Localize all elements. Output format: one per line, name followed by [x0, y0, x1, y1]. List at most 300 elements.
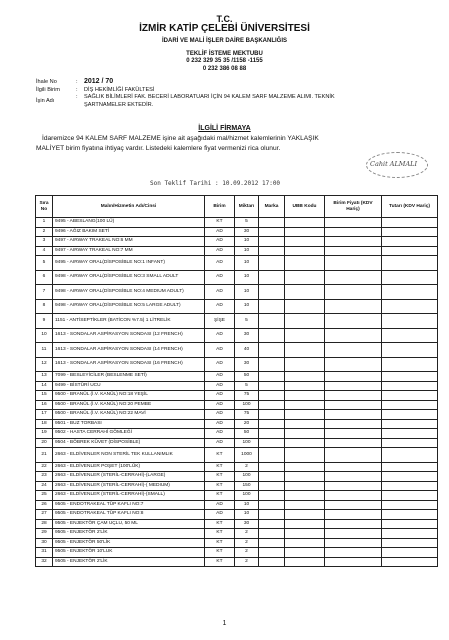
row-unit: AD — [205, 419, 235, 429]
row-unit-price — [325, 538, 382, 548]
row-total — [382, 481, 438, 491]
row-unit-price — [325, 481, 382, 491]
row-total — [382, 343, 438, 358]
col-header-name: Malın/Hizmetin Adı/Cinsi — [53, 196, 205, 218]
table-row — [36, 462, 438, 472]
row-unit-price — [325, 246, 382, 256]
row-brand — [259, 285, 285, 300]
row-quantity: 75 — [235, 410, 259, 420]
row-quantity: 30 — [235, 328, 259, 343]
row-unit-price — [325, 270, 382, 285]
row-total — [382, 500, 438, 510]
row-quantity: 1000 — [235, 448, 259, 463]
table-row — [36, 538, 438, 548]
row-brand — [259, 218, 285, 228]
table-row — [36, 391, 438, 401]
row-brand — [259, 429, 285, 439]
col-header-ubb: UBB Kodu — [285, 196, 325, 218]
ihale-value: 2012 / 70 — [84, 78, 114, 85]
row-unit-price — [325, 472, 382, 482]
row-unit-price — [325, 237, 382, 247]
row-quantity: 40 — [235, 343, 259, 358]
row-total — [382, 491, 438, 501]
row-unit-price — [325, 410, 382, 420]
row-total — [382, 372, 438, 382]
row-unit: KT — [205, 491, 235, 501]
row-unit: KT — [205, 462, 235, 472]
row-brand — [259, 448, 285, 463]
header-fax-line1: 0 232 329 35 35 /1158 -1155 — [186, 58, 263, 64]
row-total — [382, 548, 438, 558]
row-brand — [259, 472, 285, 482]
row-no: 8 — [36, 299, 53, 314]
row-total — [382, 519, 438, 529]
row-total — [382, 285, 438, 300]
row-brand — [259, 419, 285, 429]
row-item-name: 9498 - AIRWAY ORAL(DİSPOSİBLE NO:3 SMALL ADULT — [53, 270, 205, 285]
row-ubb-code — [285, 462, 325, 472]
row-no: 23 — [36, 472, 53, 482]
row-unit: AD — [205, 227, 235, 237]
row-item-name: 9505 - ENDOTRAKEAL TÜP KAFLI NO:8 — [53, 510, 205, 520]
row-unit-price — [325, 529, 382, 539]
row-brand — [259, 391, 285, 401]
row-item-name: 9500 - BRANÜL (İ.V. KANÜL) NO:18 YEŞİL — [53, 391, 205, 401]
row-quantity: 2 — [235, 557, 259, 567]
row-total — [382, 400, 438, 410]
row-unit-price — [325, 314, 382, 329]
row-brand — [259, 314, 285, 329]
row-ubb-code — [285, 256, 325, 271]
isin-value-line2: ŞARTNAMELER EKTEDİR. — [84, 102, 154, 108]
row-quantity: 100 — [235, 472, 259, 482]
row-total — [382, 538, 438, 548]
row-quantity: 10 — [235, 510, 259, 520]
table-row — [36, 548, 438, 558]
birim-label: İlgili Birim — [36, 87, 60, 93]
row-total — [382, 391, 438, 401]
table-row — [36, 381, 438, 391]
row-item-name: 2663 - ELDİVENLER POŞET (100'LÜK) — [53, 462, 205, 472]
isin-label: İşin Adı — [36, 98, 55, 104]
row-unit-price — [325, 372, 382, 382]
row-ubb-code — [285, 510, 325, 520]
row-ubb-code — [285, 500, 325, 510]
row-item-name: 9498 - AIRWAY ORAL(DİSPOSİBLE NO:4 MEDIUM ADULT) — [53, 285, 205, 300]
row-unit-price — [325, 343, 382, 358]
table-row — [36, 481, 438, 491]
row-quantity: 150 — [235, 481, 259, 491]
row-total — [382, 357, 438, 372]
row-brand — [259, 500, 285, 510]
row-unit: AD — [205, 270, 235, 285]
row-quantity: 5 — [235, 218, 259, 228]
row-unit: KT — [205, 472, 235, 482]
row-no: 20 — [36, 438, 53, 448]
table-row — [36, 491, 438, 501]
table-row — [36, 218, 438, 228]
table-row — [36, 237, 438, 247]
row-ubb-code — [285, 472, 325, 482]
row-no: 30 — [36, 538, 53, 548]
letter-line1: İdaremizce 94 KALEM SARF MALZEME işine ait aşağıdaki mal/hizmet kalemlerinin YAKLAŞIK — [42, 135, 319, 142]
row-brand — [259, 438, 285, 448]
row-item-name: 9505 - ENDOTRAKEAL TÜP KAFLI NO:7 — [53, 500, 205, 510]
col-header-total: Tutarı (KDV Hariç) — [382, 196, 438, 218]
row-brand — [259, 227, 285, 237]
row-ubb-code — [285, 491, 325, 501]
row-unit-price — [325, 462, 382, 472]
row-ubb-code — [285, 481, 325, 491]
row-item-name: 9505 - ENJEKTÖR 2'LİK — [53, 529, 205, 539]
row-item-name: 9498 - AIRWAY ORAL(DİSPOSİBLE NO:5 LARGE ADULT) — [53, 299, 205, 314]
table-header-row — [36, 196, 438, 218]
row-item-name: 9496 - AĞIZ BAKIM SETİ — [53, 227, 205, 237]
table-row — [36, 314, 438, 329]
table-row — [36, 246, 438, 256]
row-unit: AD — [205, 237, 235, 247]
row-unit-price — [325, 557, 382, 567]
row-unit-price — [325, 328, 382, 343]
row-no: 27 — [36, 510, 53, 520]
row-brand — [259, 328, 285, 343]
row-ubb-code — [285, 400, 325, 410]
row-item-name: 9497 - AIRWAY TRAKEAL NO:7 MM — [53, 246, 205, 256]
meta-colon: : — [76, 94, 78, 100]
row-ubb-code — [285, 285, 325, 300]
row-unit-price — [325, 218, 382, 228]
row-total — [382, 510, 438, 520]
row-brand — [259, 481, 285, 491]
table-row — [36, 227, 438, 237]
table-row — [36, 357, 438, 372]
row-unit-price — [325, 500, 382, 510]
row-ubb-code — [285, 299, 325, 314]
row-ubb-code — [285, 237, 325, 247]
row-brand — [259, 529, 285, 539]
row-ubb-code — [285, 448, 325, 463]
table-row — [36, 299, 438, 314]
row-unit: AD — [205, 500, 235, 510]
table-row — [36, 285, 438, 300]
row-unit-price — [325, 519, 382, 529]
row-ubb-code — [285, 529, 325, 539]
table-row — [36, 256, 438, 271]
table-row — [36, 529, 438, 539]
row-unit-price — [325, 357, 382, 372]
row-item-name: 2663 - ELDİVENLER (STERİL-CERRAHİ)-(SMALL) — [53, 491, 205, 501]
row-total — [382, 557, 438, 567]
row-ubb-code — [285, 328, 325, 343]
row-no: 7 — [36, 285, 53, 300]
page-number: 1 — [222, 620, 227, 627]
row-item-name: 9495 - ABESLANG(100 LÜ) — [53, 218, 205, 228]
row-item-name: 9502 - HASTA CERRAHİ GÖMLEĞİ — [53, 429, 205, 439]
row-no: 26 — [36, 500, 53, 510]
table-row — [36, 410, 438, 420]
row-quantity: 30 — [235, 357, 259, 372]
row-no: 17 — [36, 410, 53, 420]
table-row — [36, 472, 438, 482]
row-no: 9 — [36, 314, 53, 329]
ihale-label: İhale No — [36, 79, 57, 85]
row-quantity: 50 — [235, 372, 259, 382]
row-quantity: 50 — [235, 429, 259, 439]
header-department: İDARİ VE MALİ İŞLER DAİRE BAŞKANLIĞIS — [161, 38, 287, 44]
row-unit-price — [325, 381, 382, 391]
row-unit: KT — [205, 448, 235, 463]
row-no: 3 — [36, 237, 53, 247]
row-unit-price — [325, 438, 382, 448]
row-brand — [259, 519, 285, 529]
col-header-brand: Marka — [259, 196, 285, 218]
row-brand — [259, 557, 285, 567]
row-ubb-code — [285, 218, 325, 228]
table-row — [36, 270, 438, 285]
row-total — [382, 328, 438, 343]
row-item-name: 9500 - BRANÜL (İ.V. KANÜL) NO:22 MAVİ — [53, 410, 205, 420]
row-no: 14 — [36, 381, 53, 391]
row-unit-price — [325, 419, 382, 429]
row-item-name: 9500 - BRANÜL (İ.V. KANÜL) NO:20 PEMBE — [53, 400, 205, 410]
table-row — [36, 372, 438, 382]
row-quantity: 10 — [235, 256, 259, 271]
header-fax-line2: 0 232 386 08 88 — [202, 66, 247, 72]
table-row — [36, 448, 438, 463]
row-total — [382, 448, 438, 463]
row-total — [382, 381, 438, 391]
items-table — [35, 195, 438, 567]
row-total — [382, 529, 438, 539]
row-unit-price — [325, 256, 382, 271]
row-no: 1 — [36, 218, 53, 228]
row-item-name: 9505 - ENJEKTÖR 10'LUK — [53, 548, 205, 558]
row-quantity: 2 — [235, 529, 259, 539]
row-no: 22 — [36, 462, 53, 472]
col-header-no: Sıra No — [36, 196, 53, 218]
row-unit: AD — [205, 357, 235, 372]
row-unit: AD — [205, 285, 235, 300]
deadline-note: Son Teklif Tarihi : 10.09.2012 17:00 — [150, 180, 281, 187]
row-unit: KT — [205, 557, 235, 567]
row-total — [382, 314, 438, 329]
row-quantity: 100 — [235, 400, 259, 410]
row-ubb-code — [285, 410, 325, 420]
row-item-name: 1613 - SONDALAR ASPİRASYON SONDASI (14 FRENCH) — [53, 343, 205, 358]
row-total — [382, 246, 438, 256]
row-brand — [259, 256, 285, 271]
table-row — [36, 429, 438, 439]
row-no: 29 — [36, 529, 53, 539]
row-ubb-code — [285, 314, 325, 329]
row-unit: KT — [205, 529, 235, 539]
table-row — [36, 419, 438, 429]
row-no: 10 — [36, 328, 53, 343]
row-brand — [259, 246, 285, 256]
row-brand — [259, 400, 285, 410]
row-item-name: 1151 - ANTİSEPTİKLER (BATİCON %7.5) 1 LİTRELİK — [53, 314, 205, 329]
row-unit: AD — [205, 400, 235, 410]
row-item-name: 7099 - BESLEYİCİLER (BESLENME SETİ) — [53, 372, 205, 382]
table-row — [36, 328, 438, 343]
signature: Cahit ALMALI — [370, 160, 418, 168]
row-quantity: 10 — [235, 285, 259, 300]
row-brand — [259, 237, 285, 247]
row-unit-price — [325, 510, 382, 520]
row-unit-price — [325, 285, 382, 300]
row-quantity: 20 — [235, 419, 259, 429]
row-unit: AD — [205, 391, 235, 401]
table-row — [36, 400, 438, 410]
row-item-name: 1613 - SONDALAR ASPİRASYON SONDASI (16 FRENCH) — [53, 357, 205, 372]
table-row — [36, 438, 438, 448]
row-unit: KT — [205, 538, 235, 548]
row-no: 19 — [36, 429, 53, 439]
row-item-name: 9505 - ENJEKTÖR 50'LİK — [53, 538, 205, 548]
isin-value-line1: SAĞLIK BİLİMLERİ FAK. BECERİ LABORATUARI İÇİN 94 KALEM SARF MALZEME ALIMI. TEKNİK — [84, 94, 335, 100]
col-header-qty: Miktarı — [235, 196, 259, 218]
table-row — [36, 500, 438, 510]
row-unit: AD — [205, 410, 235, 420]
row-no: 24 — [36, 481, 53, 491]
row-unit-price — [325, 448, 382, 463]
row-total — [382, 462, 438, 472]
row-quantity: 5 — [235, 381, 259, 391]
col-header-unit-price: Birim Fiyatı (KDV Hariç) — [325, 196, 382, 218]
row-no: 32 — [36, 557, 53, 567]
row-unit: AD — [205, 372, 235, 382]
row-unit: ŞİŞE — [205, 314, 235, 329]
row-no: 28 — [36, 519, 53, 529]
row-ubb-code — [285, 246, 325, 256]
row-no: 5 — [36, 256, 53, 271]
row-total — [382, 429, 438, 439]
row-item-name: 9505 - ENJEKTÖR 2'LİK — [53, 557, 205, 567]
row-quantity: 75 — [235, 391, 259, 401]
row-total — [382, 419, 438, 429]
row-brand — [259, 343, 285, 358]
row-brand — [259, 538, 285, 548]
row-item-name: 9495 - AIRWAY ORAL(DİSPOSİBLE NO:1 INFANT) — [53, 256, 205, 271]
table-row — [36, 343, 438, 358]
letter-heading: İLGİLİ FİRMAYA — [198, 125, 251, 132]
row-no: 18 — [36, 419, 53, 429]
table-row — [36, 510, 438, 520]
header-country: T.C. — [216, 14, 233, 24]
row-no: 4 — [36, 246, 53, 256]
row-ubb-code — [285, 438, 325, 448]
birim-value: DİŞ HEKİMLİĞİ FAKÜLTESİ — [84, 87, 155, 93]
row-brand — [259, 462, 285, 472]
row-quantity: 10 — [235, 270, 259, 285]
header-fax-title: TEKLİF İSTEME MEKTUBU — [186, 51, 263, 57]
row-item-name: 9505 - ENJEKTÖR ÇAM UÇLU, 50 ML — [53, 519, 205, 529]
row-brand — [259, 410, 285, 420]
row-ubb-code — [285, 343, 325, 358]
row-quantity: 5 — [235, 314, 259, 329]
row-brand — [259, 270, 285, 285]
row-quantity: 10 — [235, 500, 259, 510]
row-no: 11 — [36, 343, 53, 358]
row-quantity: 10 — [235, 299, 259, 314]
row-item-name: 1613 - SONDALAR ASPİRASYON SONDASI (12 FRENCH) — [53, 328, 205, 343]
row-unit-price — [325, 548, 382, 558]
row-ubb-code — [285, 270, 325, 285]
row-quantity: 10 — [235, 237, 259, 247]
row-unit: AD — [205, 299, 235, 314]
row-no: 15 — [36, 391, 53, 401]
row-no: 31 — [36, 548, 53, 558]
row-quantity: 30 — [235, 227, 259, 237]
row-item-name: 2663 - ELDİVENLER (STERİL-CERRAHİ)-( MEDIUM) — [53, 481, 205, 491]
table-row — [36, 557, 438, 567]
row-total — [382, 218, 438, 228]
row-total — [382, 438, 438, 448]
row-unit-price — [325, 227, 382, 237]
row-total — [382, 256, 438, 271]
row-no: 21 — [36, 448, 53, 463]
row-unit: KT — [205, 481, 235, 491]
row-brand — [259, 548, 285, 558]
row-unit: AD — [205, 510, 235, 520]
row-item-name: 9504 - BÖBREK KÜVET (DİSPOSİBLE) — [53, 438, 205, 448]
row-total — [382, 227, 438, 237]
row-unit: AD — [205, 381, 235, 391]
row-ubb-code — [285, 381, 325, 391]
row-brand — [259, 299, 285, 314]
row-ubb-code — [285, 429, 325, 439]
col-header-unit: Birim — [205, 196, 235, 218]
row-no: 2 — [36, 227, 53, 237]
row-unit: KT — [205, 519, 235, 529]
row-total — [382, 237, 438, 247]
row-brand — [259, 381, 285, 391]
row-ubb-code — [285, 557, 325, 567]
row-quantity: 100 — [235, 438, 259, 448]
row-item-name: 2663 - ELDİVENLER NON STERİL TEK KULLANIMLIK — [53, 448, 205, 463]
row-unit-price — [325, 429, 382, 439]
row-unit-price — [325, 491, 382, 501]
row-total — [382, 472, 438, 482]
row-item-name: 9501 - BUZ TORBASI — [53, 419, 205, 429]
row-unit: AD — [205, 438, 235, 448]
header-university: İZMİR KATİP ÇELEBİ ÜNİVERSİTESİ — [139, 23, 310, 34]
row-quantity: 2 — [235, 548, 259, 558]
row-item-name: 2663 - ELDİVENLER (STERİL-CERRAHİ)-(LARGE) — [53, 472, 205, 482]
row-quantity: 2 — [235, 538, 259, 548]
row-ubb-code — [285, 548, 325, 558]
table-row — [36, 519, 438, 529]
row-unit: KT — [205, 218, 235, 228]
row-quantity: 10 — [235, 246, 259, 256]
row-quantity: 30 — [235, 519, 259, 529]
row-unit: KT — [205, 548, 235, 558]
row-unit: AD — [205, 256, 235, 271]
row-brand — [259, 510, 285, 520]
letter-line2: MALİYET birim fiyatına ihtiyaç vardır. Listedeki kalemlere fiyat vermenizi rica olunur. — [36, 145, 281, 152]
row-brand — [259, 372, 285, 382]
row-item-name: 9499 - BİSTÜRİ UCU — [53, 381, 205, 391]
row-total — [382, 410, 438, 420]
row-no: 16 — [36, 400, 53, 410]
row-ubb-code — [285, 357, 325, 372]
row-no: 12 — [36, 357, 53, 372]
meta-colon: : — [76, 79, 78, 85]
row-brand — [259, 491, 285, 501]
row-ubb-code — [285, 519, 325, 529]
row-quantity: 2 — [235, 462, 259, 472]
row-total — [382, 299, 438, 314]
